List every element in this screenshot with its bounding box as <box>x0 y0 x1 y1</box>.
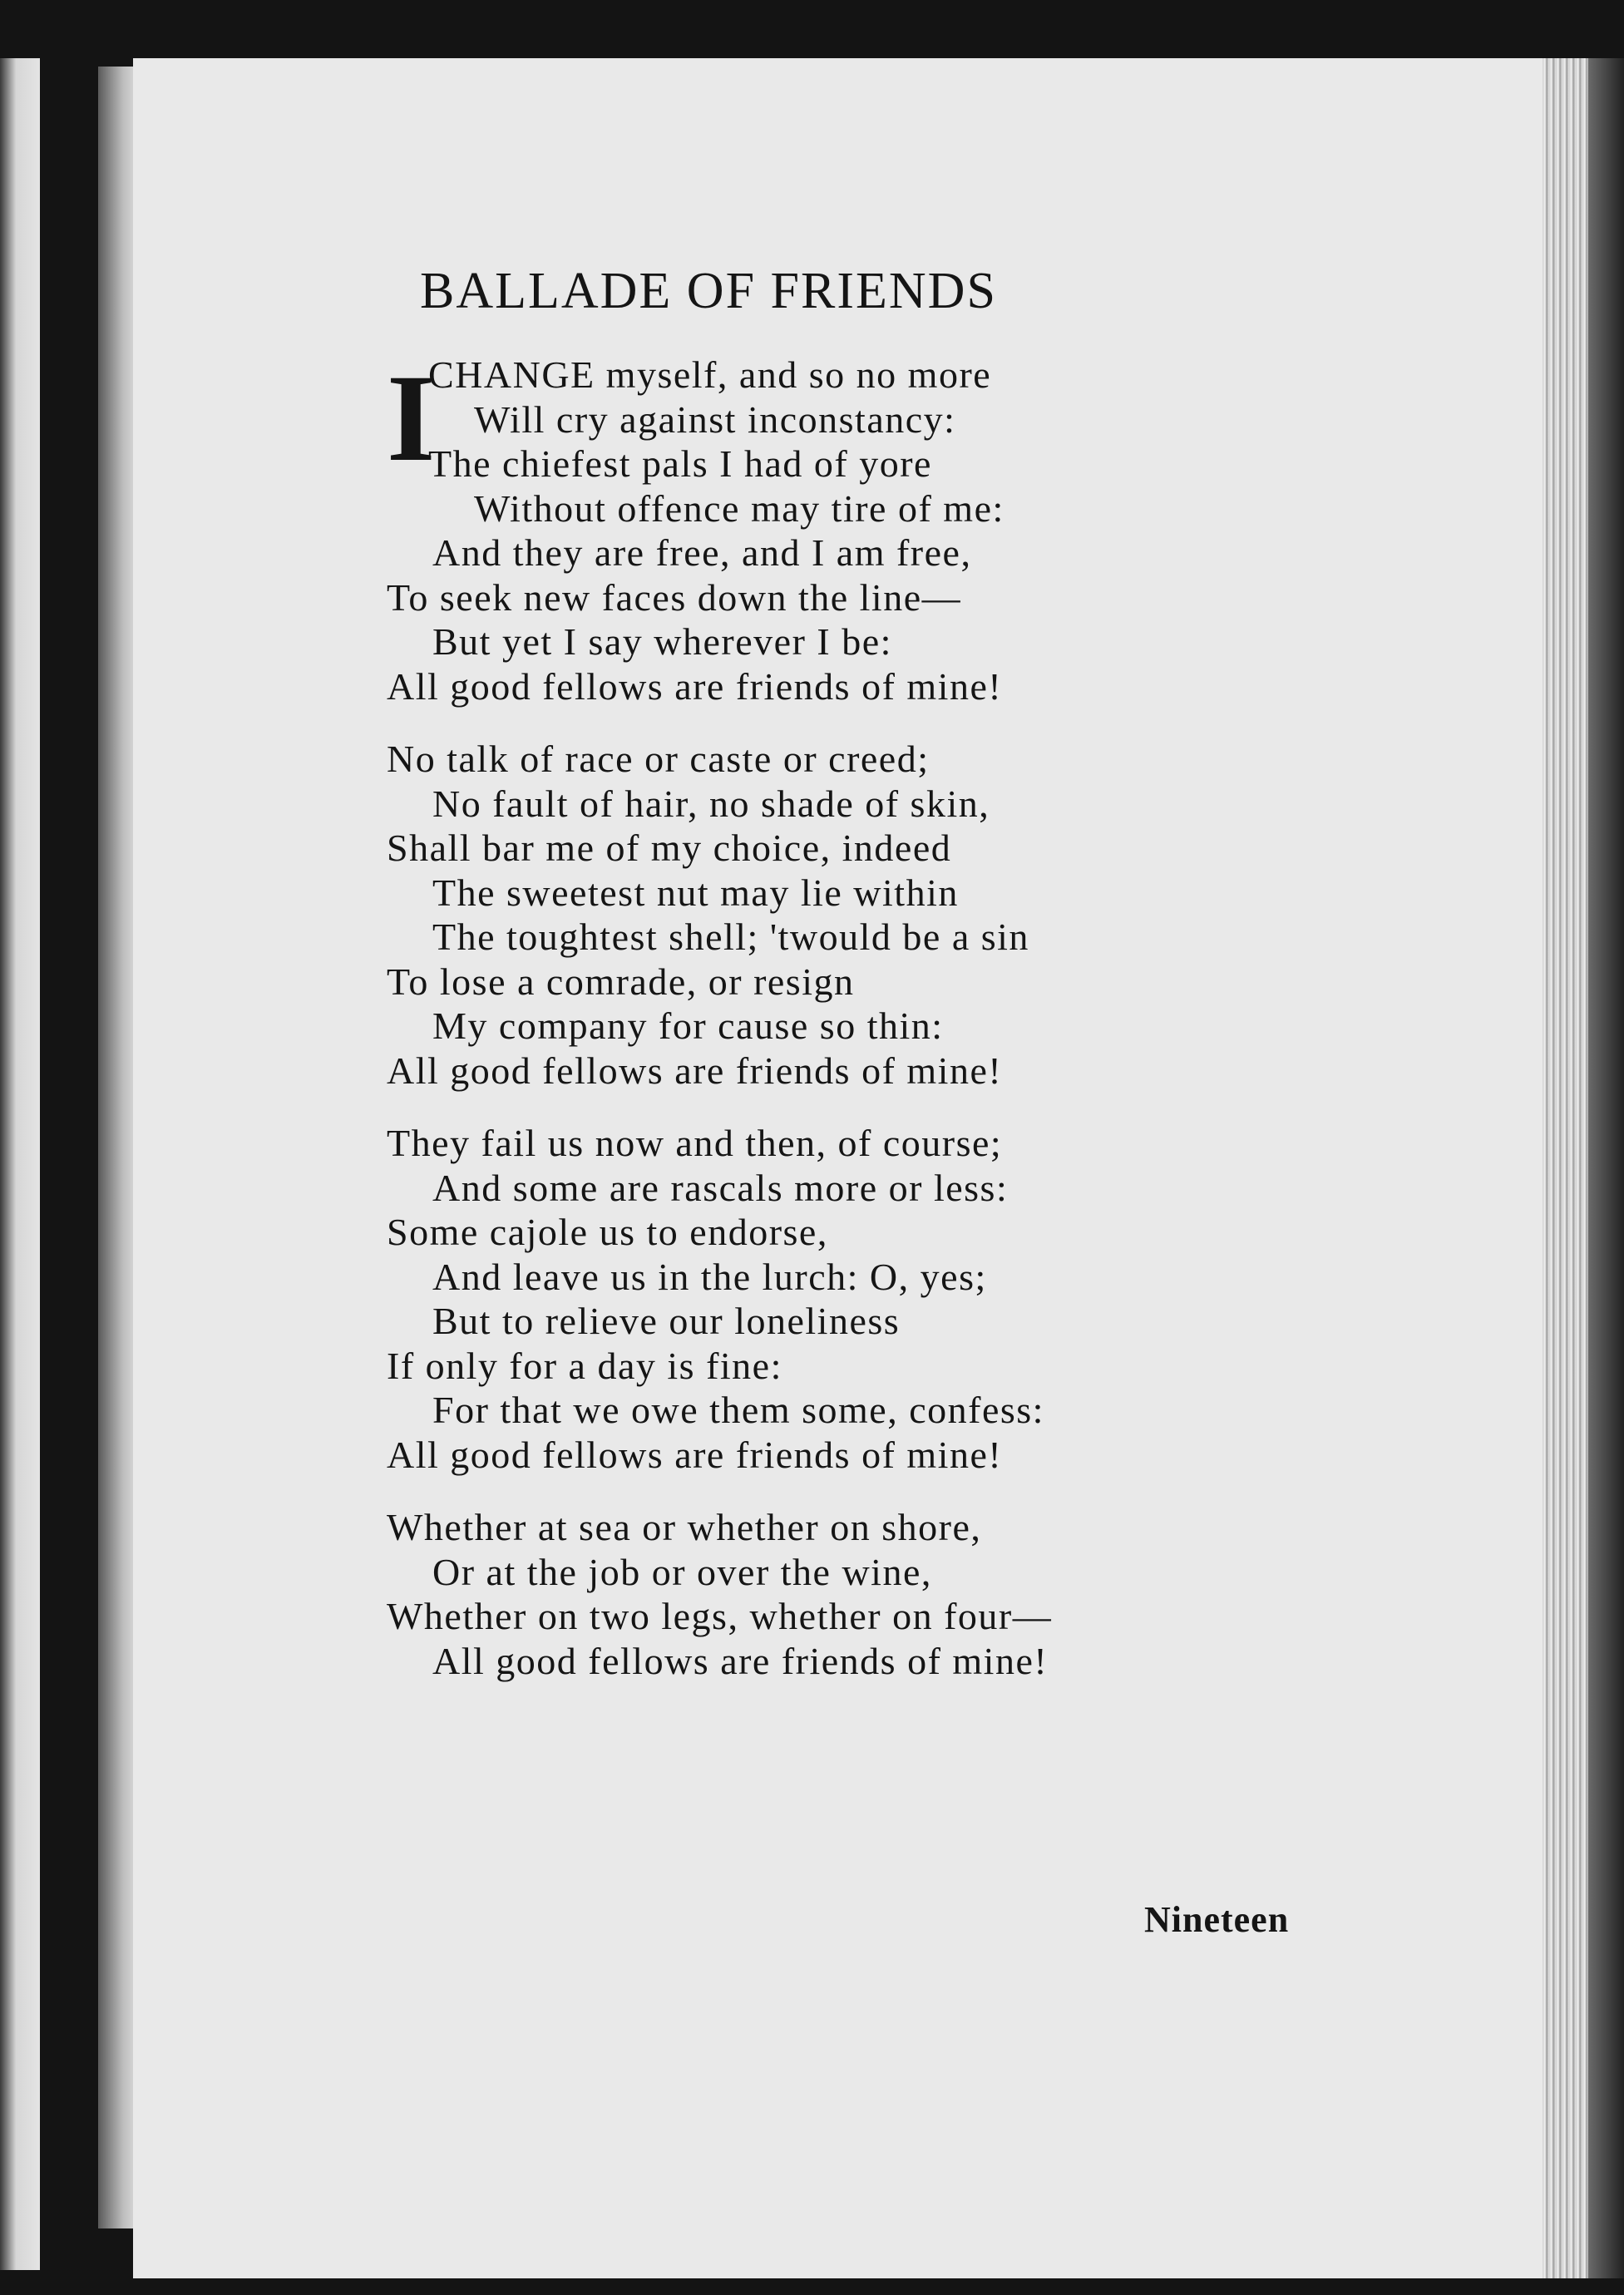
poem-line: CHANGE myself, and so no more <box>428 353 992 396</box>
poem-line: No talk of race or caste or creed; <box>387 738 930 780</box>
poem-line: Without offence may tire of me: <box>474 486 1005 530</box>
poem-line: Some cajole us to endorse, <box>387 1211 828 1253</box>
poem-line: My company for cause so thin: <box>432 1004 944 1047</box>
poem-line: They fail us now and then, of course; <box>387 1122 1003 1164</box>
poem-line: The chiefest pals I had of yore <box>428 442 932 485</box>
poem-line: No fault of hair, no shade of skin, <box>432 782 990 825</box>
poem-body <box>387 349 1301 1711</box>
drop-cap: I <box>387 349 436 487</box>
refrain-line: All good fellows are friends of mine! <box>387 664 1003 708</box>
stanza <box>387 737 1301 1093</box>
poem-line: To lose a comrade, or resign <box>387 960 855 1003</box>
poem-line: The sweetest nut may lie within <box>432 871 959 914</box>
page-number: Nineteen <box>1144 1899 1290 1940</box>
book-cover-edge <box>1588 58 1624 2278</box>
refrain-line: All good fellows are friends of mine! <box>432 1639 1049 1682</box>
poem-line: For that we owe them some, confess: <box>432 1389 1044 1431</box>
poem-line: And leave us in the lurch: O, yes; <box>432 1255 987 1298</box>
page-stack-edge <box>1543 58 1588 2278</box>
poem-line: Whether at sea or whether on shore, <box>387 1506 982 1548</box>
poem-line: If only for a day is fine: <box>387 1344 782 1387</box>
stanza <box>387 1121 1301 1477</box>
refrain-line: All good fellows are friends of mine! <box>387 1049 1003 1092</box>
poem-line: And some are rascals more or less: <box>432 1166 1009 1209</box>
poem-line: Will cry against inconstancy: <box>474 397 956 441</box>
poem-line: The toughtest shell; 'twould be a sin <box>432 916 1029 958</box>
poem-line: But to relieve our loneliness <box>432 1300 901 1342</box>
stanza <box>387 1505 1301 1683</box>
poem-line: To seek new faces down the line— <box>387 575 962 619</box>
poem-line: Or at the job or over the wine, <box>432 1550 932 1593</box>
stanza <box>387 349 1301 708</box>
poem-line: Whether on two legs, whether on four— <box>387 1595 1053 1637</box>
poem-title: BALLADE OF FRIENDS <box>420 263 997 319</box>
poem-line: Shall bar me of my choice, indeed <box>387 827 952 869</box>
poem-line: But yet I say wherever I be: <box>432 620 892 663</box>
refrain-line: All good fellows are friends of mine! <box>387 1433 1003 1476</box>
facing-page-edge <box>0 58 40 2270</box>
poem-line: And they are free, and I am free, <box>432 531 972 574</box>
